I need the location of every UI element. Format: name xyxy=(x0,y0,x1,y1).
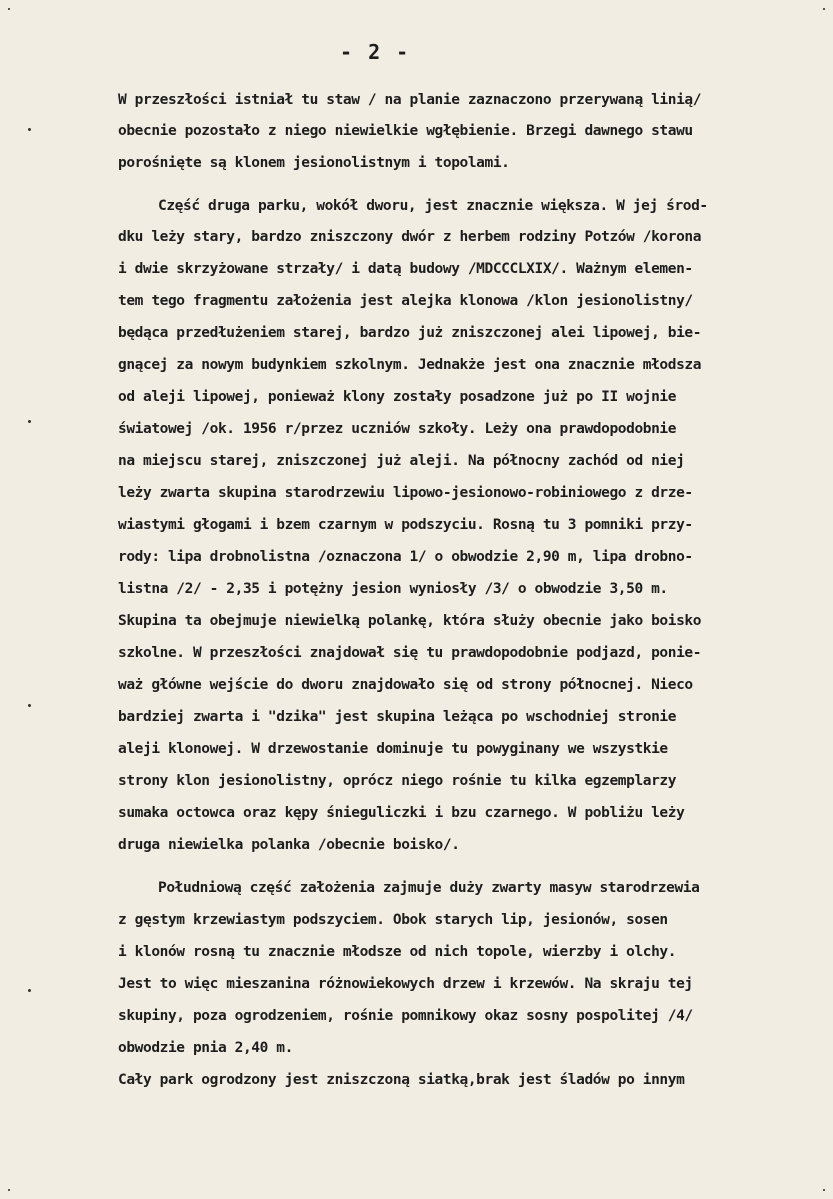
text-line: gnącej za nowym budynkiem szkolnym. Jednakże jest ona znacznie młodsza xyxy=(118,357,702,373)
corner-mark xyxy=(8,1189,10,1191)
text-line: strony klon jesionolistny, oprócz niego rośnie tu kilka egzemplarzy xyxy=(118,773,677,789)
text-line: leży zwarta skupina starodrzewiu lipowo-jesionowo-robiniowego z drze- xyxy=(118,485,693,501)
corner-mark xyxy=(8,8,10,10)
text-line: skupiny, poza ogrodzeniem, rośnie pomnikowy okaz sosny pospolitej /4/ xyxy=(118,1008,693,1024)
text-line: tem tego fragmentu założenia jest alejka klonowa /klon jesionolistny/ xyxy=(118,293,693,309)
text-line: rody: lipa drobnolistna /oznaczona 1/ o obwodzie 2,90 m, lipa drobno- xyxy=(118,549,693,565)
text-line: Południową część założenia zajmuje duży zwarty masyw starodrzewia xyxy=(158,880,700,896)
page-number: - 2 - xyxy=(340,40,411,64)
text-line: obecnie pozostało z niego niewielkie wgłębienie. Brzegi dawnego stawu xyxy=(118,123,693,139)
text-line: i dwie skrzyżowane strzały/ i datą budowy /MDCCCLXIX/. Ważnym elemen- xyxy=(118,261,693,277)
text-line: i klonów rosną tu znacznie młodsze od nich topole, wierzby i olchy. xyxy=(118,944,677,960)
text-line: z gęstym krzewiastym podszyciem. Obok starych lip, jesionów, sosen xyxy=(118,912,668,928)
text-line: W przeszłości istniał tu staw / na planie zaznaczono przerywaną linią/ xyxy=(118,92,702,108)
text-line: światowej /ok. 1956 r/przez uczniów szkoły. Leży ona prawdopodobnie xyxy=(118,421,677,437)
margin-dot xyxy=(28,128,31,131)
text-line: obwodzie pnia 2,40 m. xyxy=(118,1040,293,1056)
text-line: Cały park ogrodzony jest zniszczoną siatką,brak jest śladów po innym xyxy=(118,1072,685,1088)
text-line: Część druga parku, wokół dworu, jest znacznie większa. W jej środ- xyxy=(158,198,708,214)
text-line: Jest to więc mieszanina różnowiekowych drzew i krzewów. Na skraju tej xyxy=(118,976,693,992)
margin-dot xyxy=(28,989,31,992)
corner-mark xyxy=(823,1189,825,1191)
text-line: dku leży stary, bardzo zniszczony dwór z herbem rodziny Potzów /korona xyxy=(118,229,702,245)
margin-dot xyxy=(28,420,31,423)
text-line: szkolne. W przeszłości znajdował się tu prawdopodobnie podjazd, ponie- xyxy=(118,645,702,661)
text-line: bardziej zwarta i "dzika" jest skupina leżąca po wschodniej stronie xyxy=(118,709,677,725)
text-line: listna /2/ - 2,35 i potężny jesion wyniosły /3/ o obwodzie 3,50 m. xyxy=(118,581,668,597)
text-line: sumaka octowca oraz kępy śnieguliczki i bzu czarnego. W pobliżu leży xyxy=(118,805,685,821)
text-line: będąca przedłużeniem starej, bardzo już zniszczonej alei lipowej, bie- xyxy=(118,325,702,341)
margin-dot xyxy=(28,704,31,707)
corner-mark xyxy=(823,8,825,10)
text-line: od aleji lipowej, ponieważ klony zostały posadzone już po II wojnie xyxy=(118,389,677,405)
text-line: waż główne wejście do dworu znajdowało się od strony północnej. Nieco xyxy=(118,677,693,693)
text-line: na miejscu starej, zniszczonej już aleji. Na północny zachód od niej xyxy=(118,453,685,469)
text-line: Skupina ta obejmuje niewielką polankę, która służy obecnie jako boisko xyxy=(118,613,702,629)
text-line: aleji klonowej. W drzewostanie dominuje tu powyginany we wszystkie xyxy=(118,741,668,757)
text-line: porośnięte są klonem jesionolistnym i topolami. xyxy=(118,155,510,171)
text-line: druga niewielka polanka /obecnie boisko/. xyxy=(118,837,460,853)
text-line: wiastymi głogami i bzem czarnym w podszyciu. Rosną tu 3 pomniki przy- xyxy=(118,517,693,533)
